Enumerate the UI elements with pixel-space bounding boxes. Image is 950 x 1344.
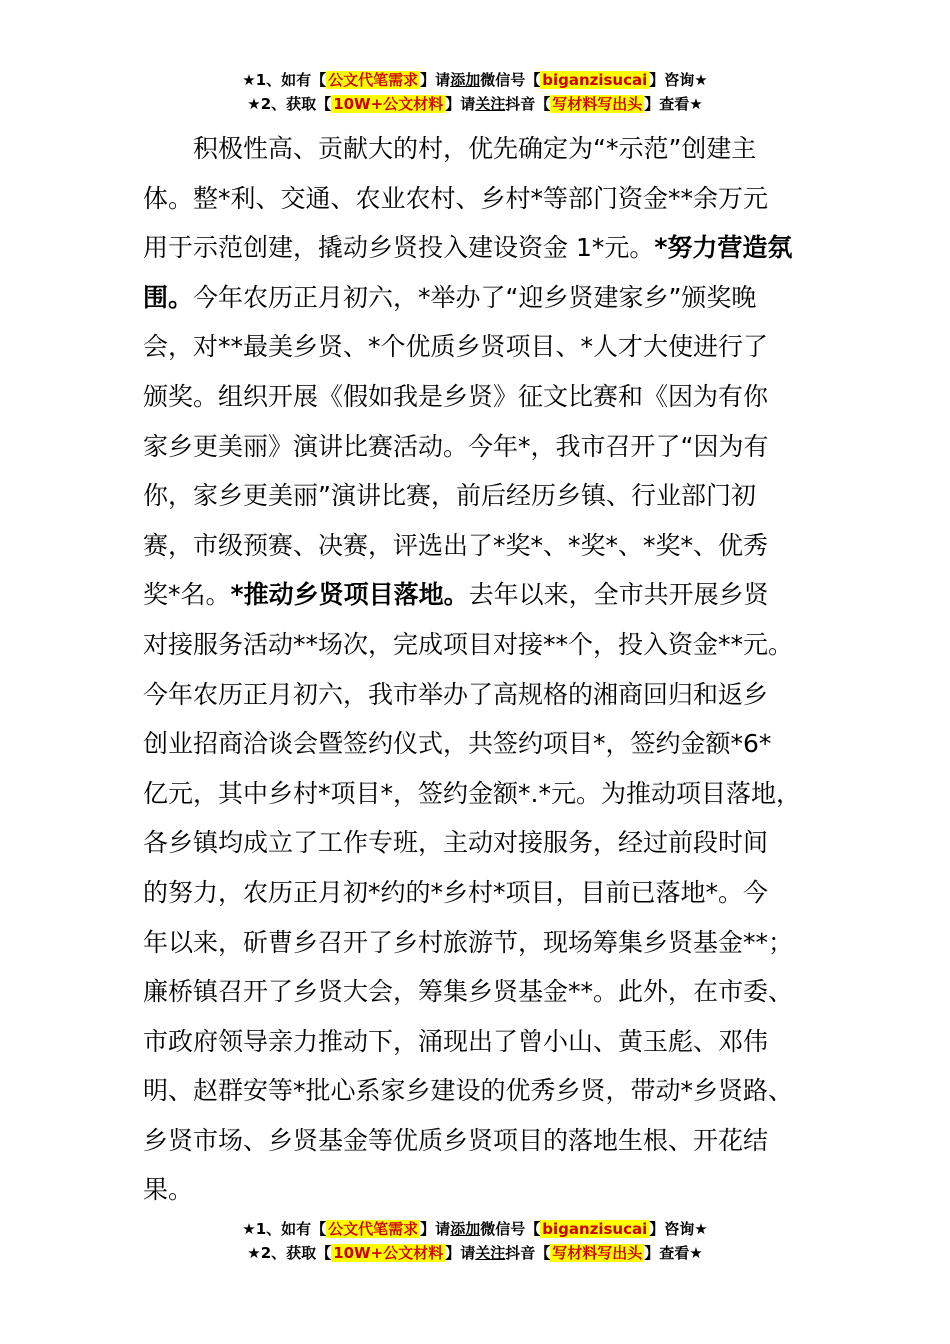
banner-text: 抖音【 — [505, 95, 551, 113]
text-line — [143, 967, 833, 1017]
bold-heading: 围。 — [143, 282, 194, 312]
text-line — [143, 372, 833, 422]
text-line — [143, 223, 833, 273]
text-segment: 赛，市级预赛、决赛，评选出了*奖*、*奖*、*奖*、优秀 — [143, 530, 769, 560]
banner-highlight: 公文代笔需求 — [328, 1220, 419, 1238]
banner-underline: 添加 — [450, 1220, 481, 1238]
text-segment: 创业招商洽谈会暨签约仪式，共签约项目*，签约金额*6* — [143, 729, 772, 759]
bottom-banner — [0, 1217, 950, 1265]
banner-text: 】请 — [445, 95, 476, 113]
banner-text: 】查看★ — [644, 95, 703, 113]
text-line — [143, 273, 833, 323]
banner-text: 】咨询★ — [649, 1220, 708, 1238]
banner-text: 抖音【 — [505, 1244, 551, 1262]
text-line — [143, 521, 833, 571]
banner-line-2 — [0, 92, 950, 116]
text-segment: 体。整*利、交通、农业农村、乡村*等部门资金**余万元 — [143, 183, 769, 213]
text-segment: 会，对**最美乡贤、*个优质乡贤项目、*人才大使进行了 — [143, 332, 769, 362]
text-line — [143, 620, 833, 670]
text-segment: 对接服务活动**场次，完成项目对接**个，投入资金**元。 — [143, 629, 794, 659]
banner-text: 】咨询★ — [649, 71, 708, 89]
text-line — [143, 918, 833, 968]
text-segment: 乡贤市场、乡贤基金等优质乡贤项目的落地生根、开花结 — [143, 1125, 769, 1155]
text-segment: 今年农历正月初六，*举办了“迎乡贤建家乡”颁奖晚 — [193, 282, 757, 312]
text-line — [143, 818, 833, 868]
banner-text: 】请 — [445, 1244, 476, 1262]
text-segment: 奖*名。 — [143, 580, 231, 610]
text-line — [143, 769, 833, 819]
text-line — [143, 422, 833, 472]
text-segment: 明、赵群安等*批心系家乡建设的优秀乡贤，带动*乡贤路、 — [143, 1076, 794, 1106]
banner-highlight: 10W+公文材料 — [333, 95, 444, 113]
banner-text: ★1、如有【 — [242, 1220, 327, 1238]
text-line — [143, 868, 833, 918]
body-paragraph — [143, 124, 833, 1215]
text-segment: 的努力，农历正月初*约的*乡村*项目，目前已落地*。今 — [143, 877, 769, 907]
banner-highlight: 公文代笔需求 — [328, 71, 419, 89]
text-line — [143, 124, 833, 174]
banner-text: 】查看★ — [644, 1244, 703, 1262]
banner-text: 】请 — [420, 1220, 451, 1238]
text-line — [143, 471, 833, 521]
banner-text: 】请 — [420, 71, 451, 89]
banner-text: 微信号【 — [480, 1220, 541, 1238]
text-line — [143, 670, 833, 720]
text-segment: 果。 — [143, 1175, 194, 1205]
text-segment: 去年以来，全市共开展乡贤 — [468, 580, 769, 610]
text-line — [143, 1165, 833, 1215]
banner-highlight: 写材料写出头 — [552, 1244, 643, 1262]
top-banner — [0, 68, 950, 116]
text-segment: 年以来，斫曹乡召开了乡村旅游节，现场筹集乡贤基金**； — [143, 927, 794, 957]
text-segment: 市政府领导亲力推动下，涌现出了曾小山、黄玉彪、邓伟 — [143, 1026, 769, 1056]
text-segment: 家乡更美丽》演讲比赛活动。今年*，我市召开了“因为有 — [143, 431, 769, 461]
banner-underline: 添加 — [450, 71, 481, 89]
text-line — [143, 174, 833, 224]
banner-line-1 — [0, 68, 950, 92]
text-segment: 各乡镇均成立了工作专班，主动对接服务，经过前段时间 — [143, 828, 769, 858]
text-line — [143, 1116, 833, 1166]
text-line — [143, 719, 833, 769]
text-line — [143, 1066, 833, 1116]
text-segment: 廉桥镇召开了乡贤大会，筹集乡贤基金**。此外，在市委、 — [143, 977, 794, 1007]
banner-text: ★2、获取【 — [247, 95, 332, 113]
text-line — [143, 570, 833, 620]
text-segment: 今年农历正月初六，我市举办了高规格的湘商回归和返乡 — [143, 679, 769, 709]
text-segment: 用于示范创建，撬动乡贤投入建设资金 1*元。 — [143, 233, 655, 263]
banner-text: 微信号【 — [480, 71, 541, 89]
banner-highlight: 写材料写出头 — [552, 95, 643, 113]
text-segment: 颁奖。组织开展《假如我是乡贤》征文比赛和《因为有你 — [143, 381, 769, 411]
banner-highlight: 10W+公文材料 — [333, 1244, 444, 1262]
text-segment: 积极性高、贡献大的村，优先确定为“*示范”创建主 — [143, 134, 757, 163]
banner-underline: 关注 — [475, 1244, 506, 1262]
banner-line-2 — [0, 1241, 950, 1265]
bold-heading: *推动乡贤项目落地。 — [230, 580, 469, 610]
text-segment: 亿元，其中乡村*项目*，签约金额*.*元。为推动项目落地， — [143, 778, 801, 808]
banner-text: ★2、获取【 — [247, 1244, 332, 1262]
banner-text: ★1、如有【 — [242, 71, 327, 89]
banner-highlight: biganzisucai — [542, 71, 648, 89]
bold-heading: *努力营造氛 — [654, 233, 793, 263]
text-line — [143, 1017, 833, 1067]
text-segment: 你，家乡更美丽”演讲比赛，前后经历乡镇、行业部门初 — [143, 481, 756, 511]
banner-underline: 关注 — [475, 95, 506, 113]
text-line — [143, 322, 833, 372]
banner-line-1 — [0, 1217, 950, 1241]
banner-highlight: biganzisucai — [542, 1220, 648, 1238]
